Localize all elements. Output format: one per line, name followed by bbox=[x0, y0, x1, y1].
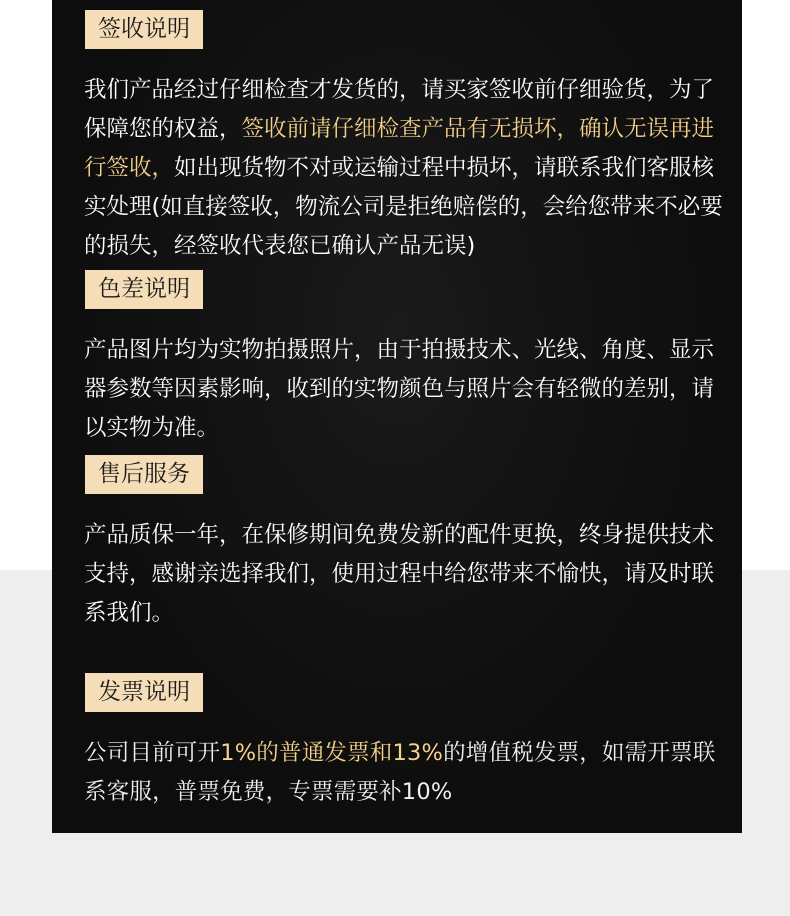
invoice-text-a: 公司目前可开 bbox=[84, 740, 221, 766]
section-label-color-diff: 色差说明 bbox=[85, 270, 203, 309]
signoff-text-b: 如出现货物不对或运输过程中损坏，请联系我们客服核实处理(如直接签收，物流公司是拒绝赔偿的，会给您带来不必要的损失，经签收代表您已确认产品无误) bbox=[84, 155, 723, 259]
section-label-after-sales: 售后服务 bbox=[85, 455, 203, 494]
after-sales-paragraph: 产品质保一年，在保修期间免费发新的配件更换，终身提供技术支持，感谢亲选择我们，使用过程中给您带来不愉快，请及时联系我们。 bbox=[84, 522, 715, 626]
invoice-paragraph bbox=[84, 734, 736, 812]
section-label-signoff: 签收说明 bbox=[85, 10, 203, 49]
section-label-invoice: 发票说明 bbox=[85, 673, 203, 712]
signoff-paragraph bbox=[84, 71, 736, 266]
color-diff-paragraph: 产品图片均为实物拍摄照片，由于拍摄技术、光线、角度、显示器参数等因素影响，收到的实物颜色与照片会有轻微的差别，请以实物为准。 bbox=[84, 337, 715, 441]
invoice-text-highlight: 1%的普通发票和13% bbox=[220, 740, 444, 766]
signoff-text-a: 我们产品经过仔细检查才发货的，请买家签收前仔细验货，为了保障您的权益， bbox=[84, 77, 715, 142]
invoice-text-b: 的增值税发票，如需开票联系客服，普票免费，专票需要补10% bbox=[84, 740, 716, 805]
signoff-text-highlight: 签收前请仔细检查产品有无损坏，确认无误再进行签收， bbox=[84, 116, 715, 181]
